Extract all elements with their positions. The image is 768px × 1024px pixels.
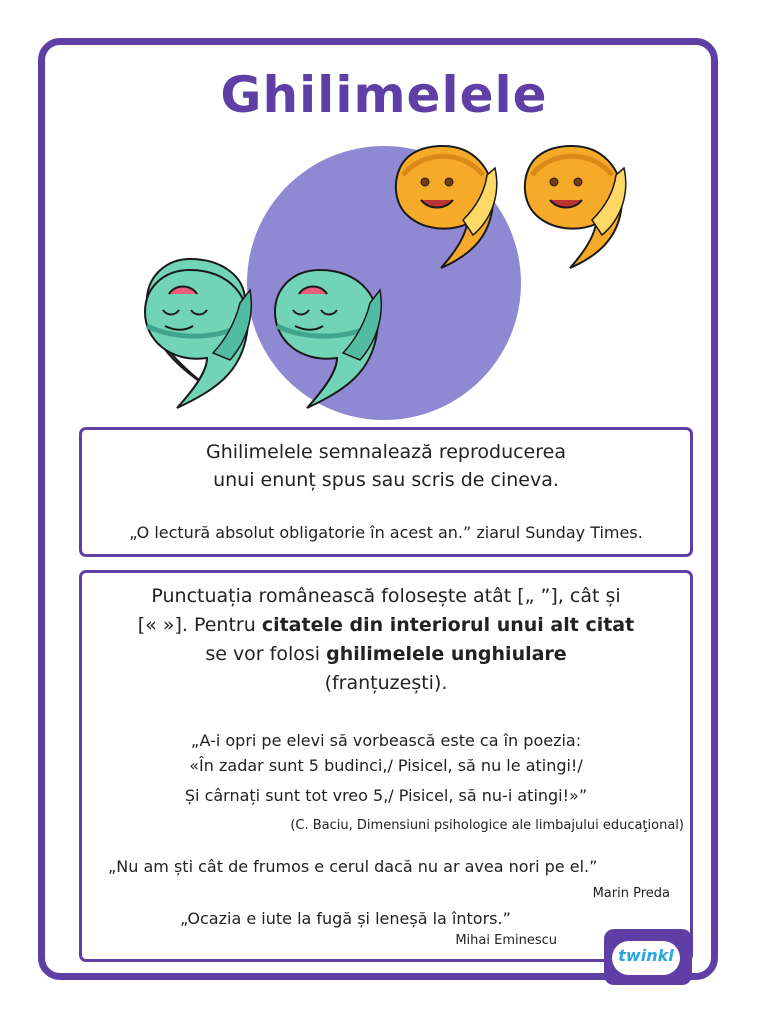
definition-line-1: Ghilimelele semnalează reproducerea (206, 441, 566, 463)
quote-2: „Nu am ști cât de frumos e cerul dacă nu ar avea nori pe el.” (108, 857, 598, 876)
rule-line-3-text: se vor folosi (205, 643, 327, 665)
definition-box (79, 427, 693, 557)
definition-line-2: unui enunț spus sau scris de cineva. (213, 469, 559, 491)
definition-example: „O lectură absolut obligatorie în acest an.” ziarul Sunday Times. (129, 523, 643, 542)
quote-2-author: Marin Preda (592, 886, 670, 901)
rule-line-2-bold: citatele din interiorul unui alt citat (261, 614, 635, 636)
rule-line-3 (82, 640, 690, 669)
green-fish-1 (145, 270, 251, 408)
quote-1-line-3: Și cârnați sunt tot vreo 5,/ Pisicel, să nu-i atingi!»” (184, 786, 588, 805)
punctuation-box (79, 570, 693, 962)
quote-1-line-2: «În zadar sunt 5 budinci,/ Pisicel, să nu le atingi!/ (189, 756, 583, 775)
quote-1-line-1: „A-i opri pe elevi să vorbească este ca în poezia: (190, 731, 582, 750)
page-title: Ghilimelele (220, 66, 548, 124)
quote-3: „Ocazia e iute la fugă și leneșă la întors.” (180, 909, 511, 928)
orange-fish-2 (525, 146, 626, 268)
rule-line-1: Punctuația românească folosește atât [„ ”], cât și (151, 585, 621, 607)
logo-text: twinkl (618, 946, 674, 965)
rule-line-4: (franțuzești). (324, 672, 448, 694)
twinkl-logo (604, 929, 692, 985)
rule-line-2-text: [« »]. Pentru (137, 614, 262, 636)
rule-line-2 (82, 611, 690, 640)
rule-line-3-bold: ghilimelele unghiulare (326, 643, 567, 665)
quote-1-source: (C. Baciu, Dimensiuni psihologice ale limbajului educaţional) (290, 818, 684, 833)
quotation-marks-illustration (0, 0, 768, 430)
quote-3-author: Mihai Eminescu (455, 933, 557, 948)
